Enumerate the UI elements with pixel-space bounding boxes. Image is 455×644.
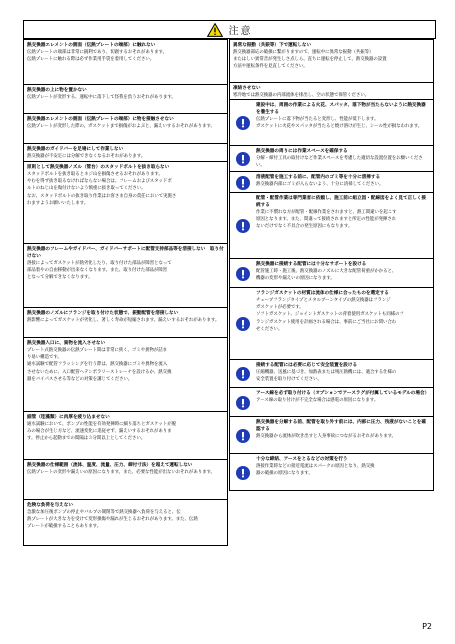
- right-column: [229, 39, 434, 491]
- caution-body-line: させないために、入口配管へテンポラリーストレーナを設けるか、熱交換: [27, 369, 172, 375]
- caution-body-line: 熱交換器部応の破損に繋がりますので、運転中に異常な振動（共振等）: [233, 50, 374, 55]
- caution-body-line: 方法や運転条件を見直してください。: [233, 64, 308, 70]
- caution-heading: 異常な振動（共振等）下で運転しない: [233, 43, 312, 48]
- caution-item: [23, 39, 228, 85]
- caution-heading: アース線を必ず取り付ける（オプションでアースラグが付属しているモデルの場合）: [256, 391, 430, 396]
- caution-heading: 熱交換器のフレームやガイドバー、ガイドバーサポートに配管支持部品等を溶接しない 取り付けない: [27, 247, 224, 259]
- caution-body-line: 圧縮機器、送風に基づき、加熱表または残圧熱機には、適合する仕様の: [256, 370, 397, 375]
- caution-item: [23, 308, 228, 338]
- caution-title: 注意: [228, 26, 253, 37]
- caution-body-line: ソフトガスケット、ジョイントガスケットの背着使用ガスケットも同様のフ: [256, 312, 404, 318]
- mandatory-action-icon: [236, 367, 250, 381]
- caution-heading: 熱交換器に接続する配管には十分なサポートを設ける: [256, 262, 367, 267]
- caution-heading: 原則として熱交換器ノズル（管台）のスタッドボルトを抜き取らない: [27, 165, 170, 170]
- caution-body-line: 熱プレートが大きな力を受けて変形損傷や漏れが生じるおそれがあります。また、伝熱: [27, 517, 198, 523]
- mandatory-action-icon: [236, 176, 250, 190]
- caution-body-line: れますようお願いいたします。: [27, 200, 89, 206]
- mandatory-action-icon: [236, 429, 250, 443]
- mandatory-action-icon: [236, 396, 250, 410]
- caution-body-line: 器をバイパスさせる等などの対策を講じてください。: [27, 376, 133, 382]
- mandatory-action-icon: [236, 116, 250, 130]
- mandatory-action-icon: [236, 219, 250, 233]
- caution-body-line: 原因となります。また、間違って接続されますと所定の性能が発揮され: [256, 217, 397, 223]
- mandatory-action-icon: [236, 317, 250, 331]
- caution-heading: 熱交換器の周りには作業スペースを確保する: [256, 149, 348, 154]
- caution-body-line: 急激な加圧後ポンプの停止やバルブの開閉等で熱交換器へ負荷を与えると、伝: [27, 510, 181, 515]
- caution-body-line: 機器の変形や漏えいの原因になります。: [256, 276, 335, 282]
- caution-item: [23, 412, 228, 460]
- caution-item: [229, 388, 434, 417]
- caution-item: [229, 83, 434, 100]
- caution-item: [23, 460, 228, 500]
- caution-heading: 熱交換器エレメントの側面（伝熱プレートの端部）に物を接触させない: [27, 117, 174, 122]
- caution-heading: フランジガスケットの材質は流体の仕様に合ったものを選定する: [256, 291, 389, 296]
- mandatory-action-icon: [236, 152, 250, 166]
- caution-body-line: 通水試験で配管フラッシングを行う際は、熱交換器にゴミや異物を流入: [27, 362, 168, 368]
- caution-heading: 配管・配管作業は専門業者に依頼し、施工前に組立図・配線図をよく見て正しく接続する: [256, 196, 426, 208]
- caution-body-line: ガスケットが必要です。: [256, 305, 304, 311]
- caution-heading: 熱交換器入口に、異物を流入させない: [27, 341, 106, 346]
- caution-item: [229, 360, 434, 388]
- caution-heading: 熱交換器のガイドバーを足場にして作業しない: [27, 147, 124, 152]
- caution-body-line: せください。: [256, 326, 283, 332]
- caution-item: [23, 144, 228, 162]
- caution-heading: 細管（珪藻類）に肉厚を疲り込ませない: [27, 415, 110, 420]
- caution-body-line: 溶接作業時などの接近電流はスパークの原因となり、熱交換: [256, 464, 375, 469]
- caution-body-line: 伝熱プレートの変形や漏えいの原因になります。また、必要な性能が出ないおそれがあります。: [27, 470, 215, 475]
- caution-heading: 凍結させない: [233, 86, 261, 91]
- caution-body-line: 熱影響によってガスケットが劣化し、著しく寿命が短縮されます。漏えいするおそれがあります。: [27, 318, 220, 323]
- mandatory-action-icon: [236, 267, 250, 281]
- caution-item: [229, 172, 434, 193]
- caution-heading: 熱交換器の上に物を置かない: [27, 88, 87, 93]
- caution-heading: 十分な締結、アースをとるなどの対策を行う: [256, 457, 348, 462]
- caution-body-line: 伝熱プレートが変形する、運転中に落下して怪我を負うおそれがあります。: [27, 95, 176, 100]
- page-number: P2: [422, 622, 432, 631]
- caution-item: [229, 146, 434, 172]
- caution-heading: 熱交換器の仕様範囲（流体、温度、流量、圧力、締付寸法）を超えて運転しない: [27, 463, 193, 468]
- caution-body-line: またはしい異常音が発生しさ点しら、直ちに運転を停止して、熱交換器の設置: [233, 57, 387, 63]
- caution-body-line: プレート式熱交換器の伝熱プレート間は非常に狭く、ゴミや異物が詰ま: [27, 348, 168, 353]
- caution-body-line: 伝熱プレートの端部は非常に鋭利であり、切創するおそれがあります。: [27, 50, 167, 55]
- caution-item: [23, 500, 228, 546]
- caution-item: [23, 244, 228, 308]
- caution-body-line: ガスケットに火花やスパッタが当たると焼け溶けが生じ、シール性が損なわれます。: [256, 124, 423, 130]
- caution-body-line: 伝熱プレートに触れる際は必ず作業用手袋を着用してください。: [27, 57, 155, 63]
- caution-body-line: す。停止から起動までの間隔は３分間以上としてください。: [27, 436, 146, 442]
- caution-heading: 危険な負荷を与えない: [27, 503, 73, 508]
- caution-heading: 接続する配管には必要に応じて安全装置を設ける: [256, 363, 358, 368]
- caution-body-line: チューブフランジタイプとメタルブーンタイプの熱交換器はフランジ: [256, 298, 391, 303]
- caution-heading: 熱交換器を分解する前、配管を取り外す前には、内部に圧力、残液がないことを確認する: [256, 420, 426, 432]
- caution-item: [229, 193, 434, 259]
- caution-body-line: となって分解できなくなります。: [27, 275, 93, 281]
- caution-item: [229, 417, 434, 454]
- caution-body-line: 寒冷地では熱交換器の内部流体を排出し、空の状態で保管ください。: [233, 93, 370, 98]
- caution-item: [229, 100, 434, 146]
- caution-body-line: 配管施工時・施工後、熱交換器のノズルに大きな配管荷重がかかると、: [256, 269, 397, 274]
- caution-body-line: みの場合が生じ方など、流速変化に追従せず、漏えいするおそれがありま: [27, 429, 172, 435]
- caution-heading: 熱交換器エレメントの側面（伝熱プレートの端部）に触れない: [27, 43, 156, 48]
- caution-body-line: なお、スタッドボルトの抜き取り作業はお客さま自身の責任において実施さ: [27, 193, 177, 199]
- caution-body-line: 溶接によってガスケットが熱劣化したり、取り付けた部品が障害となって: [27, 261, 172, 266]
- caution-body-line: 熱交換器が不安定には分解できなくなるおそれがあります。: [27, 154, 146, 159]
- caution-item: [229, 454, 434, 491]
- caution-body-line: スタッドボルトを抜き取るとネジ山を損傷させるおそれがあります。: [27, 172, 163, 177]
- caution-body-line: アース線の取り付けが不完全な場合は感電の原因になります。: [256, 398, 379, 403]
- warning-triangle-icon: [207, 23, 223, 37]
- caution-body-line: プレートが破損することもあります。: [27, 524, 102, 530]
- caution-body-line: ルトのねじ山を傷付けないよう慎重に抜き取ってください。: [27, 186, 146, 192]
- caution-item: [23, 114, 228, 144]
- caution-item: [229, 259, 434, 288]
- caution-body-line: 伝熱プレートが変形した際の、ガスケットまで損傷がおよぶと、漏えいするおそれがあります。: [27, 124, 215, 129]
- caution-header: [23, 20, 436, 39]
- caution-body-line: 熱交換器内部にゴミが入らないよう、十分に清掃してください。: [256, 182, 384, 187]
- caution-body-line: 安全装置を取り付けてください。: [256, 377, 322, 383]
- caution-body-line: 伝熱プレートに落下物が当たると変形し、性能が低下します。: [256, 117, 379, 122]
- caution-body-line: 分解・締付工具の取付けなど作業スペースを考慮した適切な設置位置をお願いください。: [256, 156, 423, 169]
- caution-body-line: 熱交換器から流体が吹き出すと人身事故につながるおそれがあります。: [256, 434, 397, 439]
- caution-item: [23, 85, 228, 114]
- caution-body-line: 作業に不慣れな方が配管・配線作業をされますと、熱工間違いを起こす: [256, 210, 397, 215]
- caution-body-line: り易い構造です。: [27, 355, 62, 361]
- caution-body-line: 器の破損の原因になります。: [256, 471, 313, 477]
- caution-item: [23, 338, 228, 412]
- left-column: [23, 39, 228, 546]
- caution-item: [23, 162, 228, 244]
- caution-heading: 熱交換器のノズルにフランジを取り付けた状態で、振動配管を溶接しない: [27, 311, 179, 316]
- caution-body-line: ランジガスケット使用を計画される場合は、事前にご当社にお問い合わ: [256, 319, 397, 325]
- caution-heading: 溶液配管を施工する前に、配管内のゴミ等を十分に清掃する: [256, 175, 381, 180]
- caution-body-line: やむを得ず抜き取るなければならない場合は、フレームおよびスタッドボ: [27, 179, 172, 185]
- caution-body-line: ないだけでなく不具合の発生原因にもなります。: [256, 224, 353, 230]
- caution-item: [229, 39, 434, 83]
- caution-body-line: 通水試験において、ポンプの性能を有効発揮時に細り落ちとガスケットが脱: [27, 422, 176, 427]
- caution-body-line: 部品着やの自由移動が出来なくなります。また、取り付けた部品が障害: [27, 268, 168, 274]
- caution-heading: 建設中は、周囲の作業による火花、スパッタ、落下物が当たらないように熱交換器を養生する: [256, 103, 426, 115]
- mandatory-action-icon: [236, 466, 250, 480]
- caution-item: [229, 288, 434, 360]
